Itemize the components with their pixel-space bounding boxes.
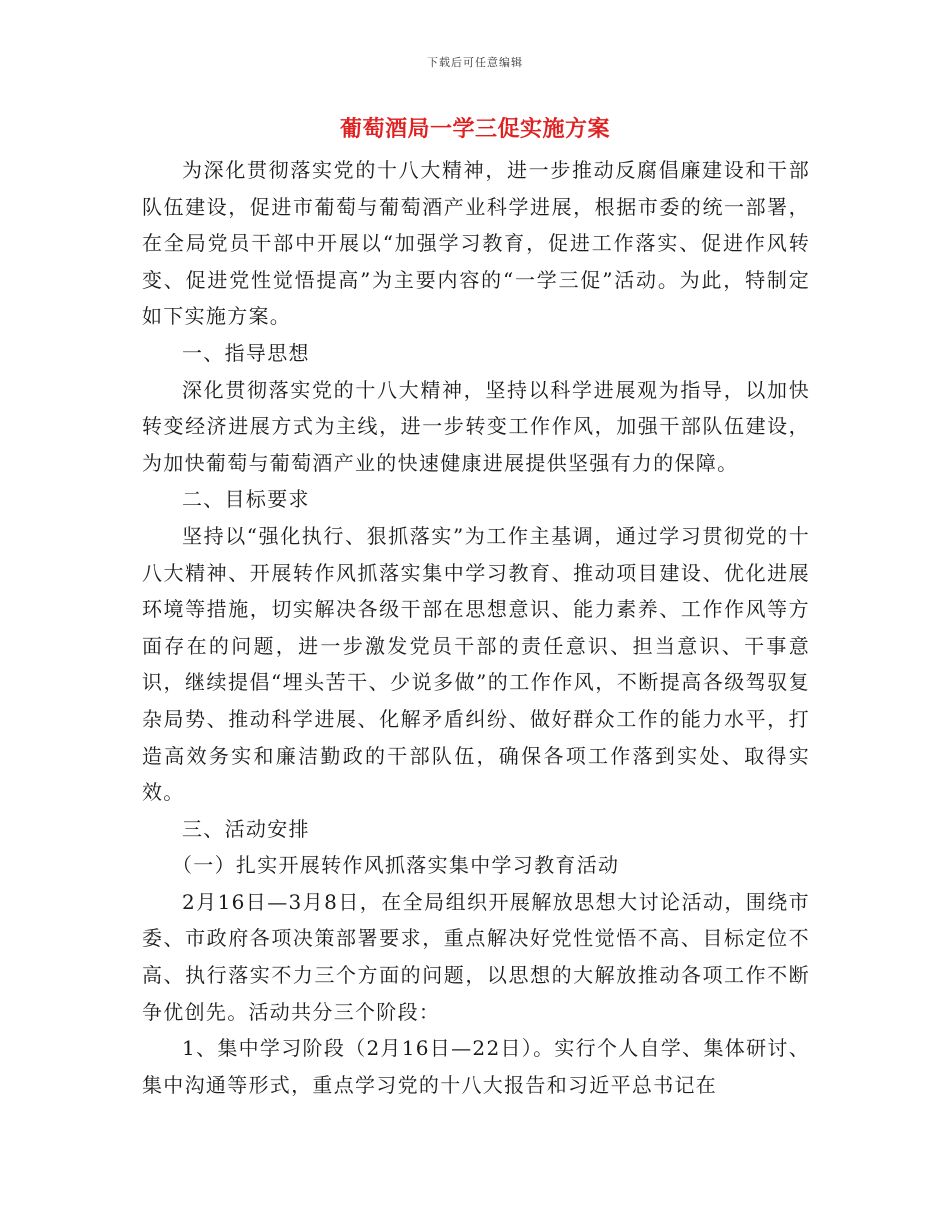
subsection-heading-study-education: （一）扎实开展转作风抓落实集中学习教育活动	[172, 853, 620, 878]
section-heading-goals: 二、目标要求	[182, 487, 310, 512]
study-education-paragraph: 2月16日—3月8日，在全局组织开展解放思想大讨论活动，围绕市委、市政府各项决策部署要求，重点解决好党性觉悟不高、目标定位不高、执行落实不力三个方面的问题，以思想的大解放推动各项工作不断争优创先。活动共分三个阶段：	[142, 889, 810, 1024]
page-header-note: 下载后可任意编辑	[427, 56, 523, 69]
guiding-thought-paragraph: 深化贯彻落实党的十八大精神，坚持以科学进展观为指导，以加快转变经济进展方式为主线，进一步转变工作作风，加强干部队伍建设，为加快葡萄与葡萄酒产业的快速健康进展提供坚强有力的保障。	[142, 377, 810, 475]
intro-paragraph: 为深化贯彻落实党的十八大精神，进一步推动反腐倡廉建设和干部队伍建设，促进市葡萄与葡萄酒产业科学进展，根据市委的统一部署，在全局党员干部中开展以“加强学习教育，促进工作落实、促进作风转变、促进党性觉悟提高”为主要内容的“一学三促”活动。为此，特制定如下实施方案。	[142, 158, 810, 329]
stage-one-paragraph: 1、集中学习阶段（2月16日—22日）。实行个人自学、集体研讨、集中沟通等形式，重点学习党的十八大报告和习近平总书记在	[142, 1036, 810, 1097]
goals-paragraph: 坚持以“强化执行、狠抓落实”为工作主基调，通过学习贯彻党的十八大精神、开展转作风抓落实集中学习教育、推动项目建设、优化进展环境等措施，切实解决各级干部在思想意识、能力素养、工作作风等方面存在的问题，进一步激发党员干部的责任意识、担当意识、干事意识，继续提倡“埋头苦干、少说多做”的工作作风，不断提高各级驾驭复杂局势、推动科学进展、化解矛盾纠纷、做好群众工作的能力水平，打造高效务实和廉洁勤政的干部队伍，确保各项工作落到实处、取得实效。	[142, 523, 810, 805]
document-body	[142, 152, 810, 1103]
document-title: 葡萄酒局一学三促实施方案	[339, 116, 610, 142]
section-heading-arrangements: 三、活动安排	[182, 816, 310, 841]
section-heading-guiding-thought: 一、指导思想	[182, 340, 310, 365]
